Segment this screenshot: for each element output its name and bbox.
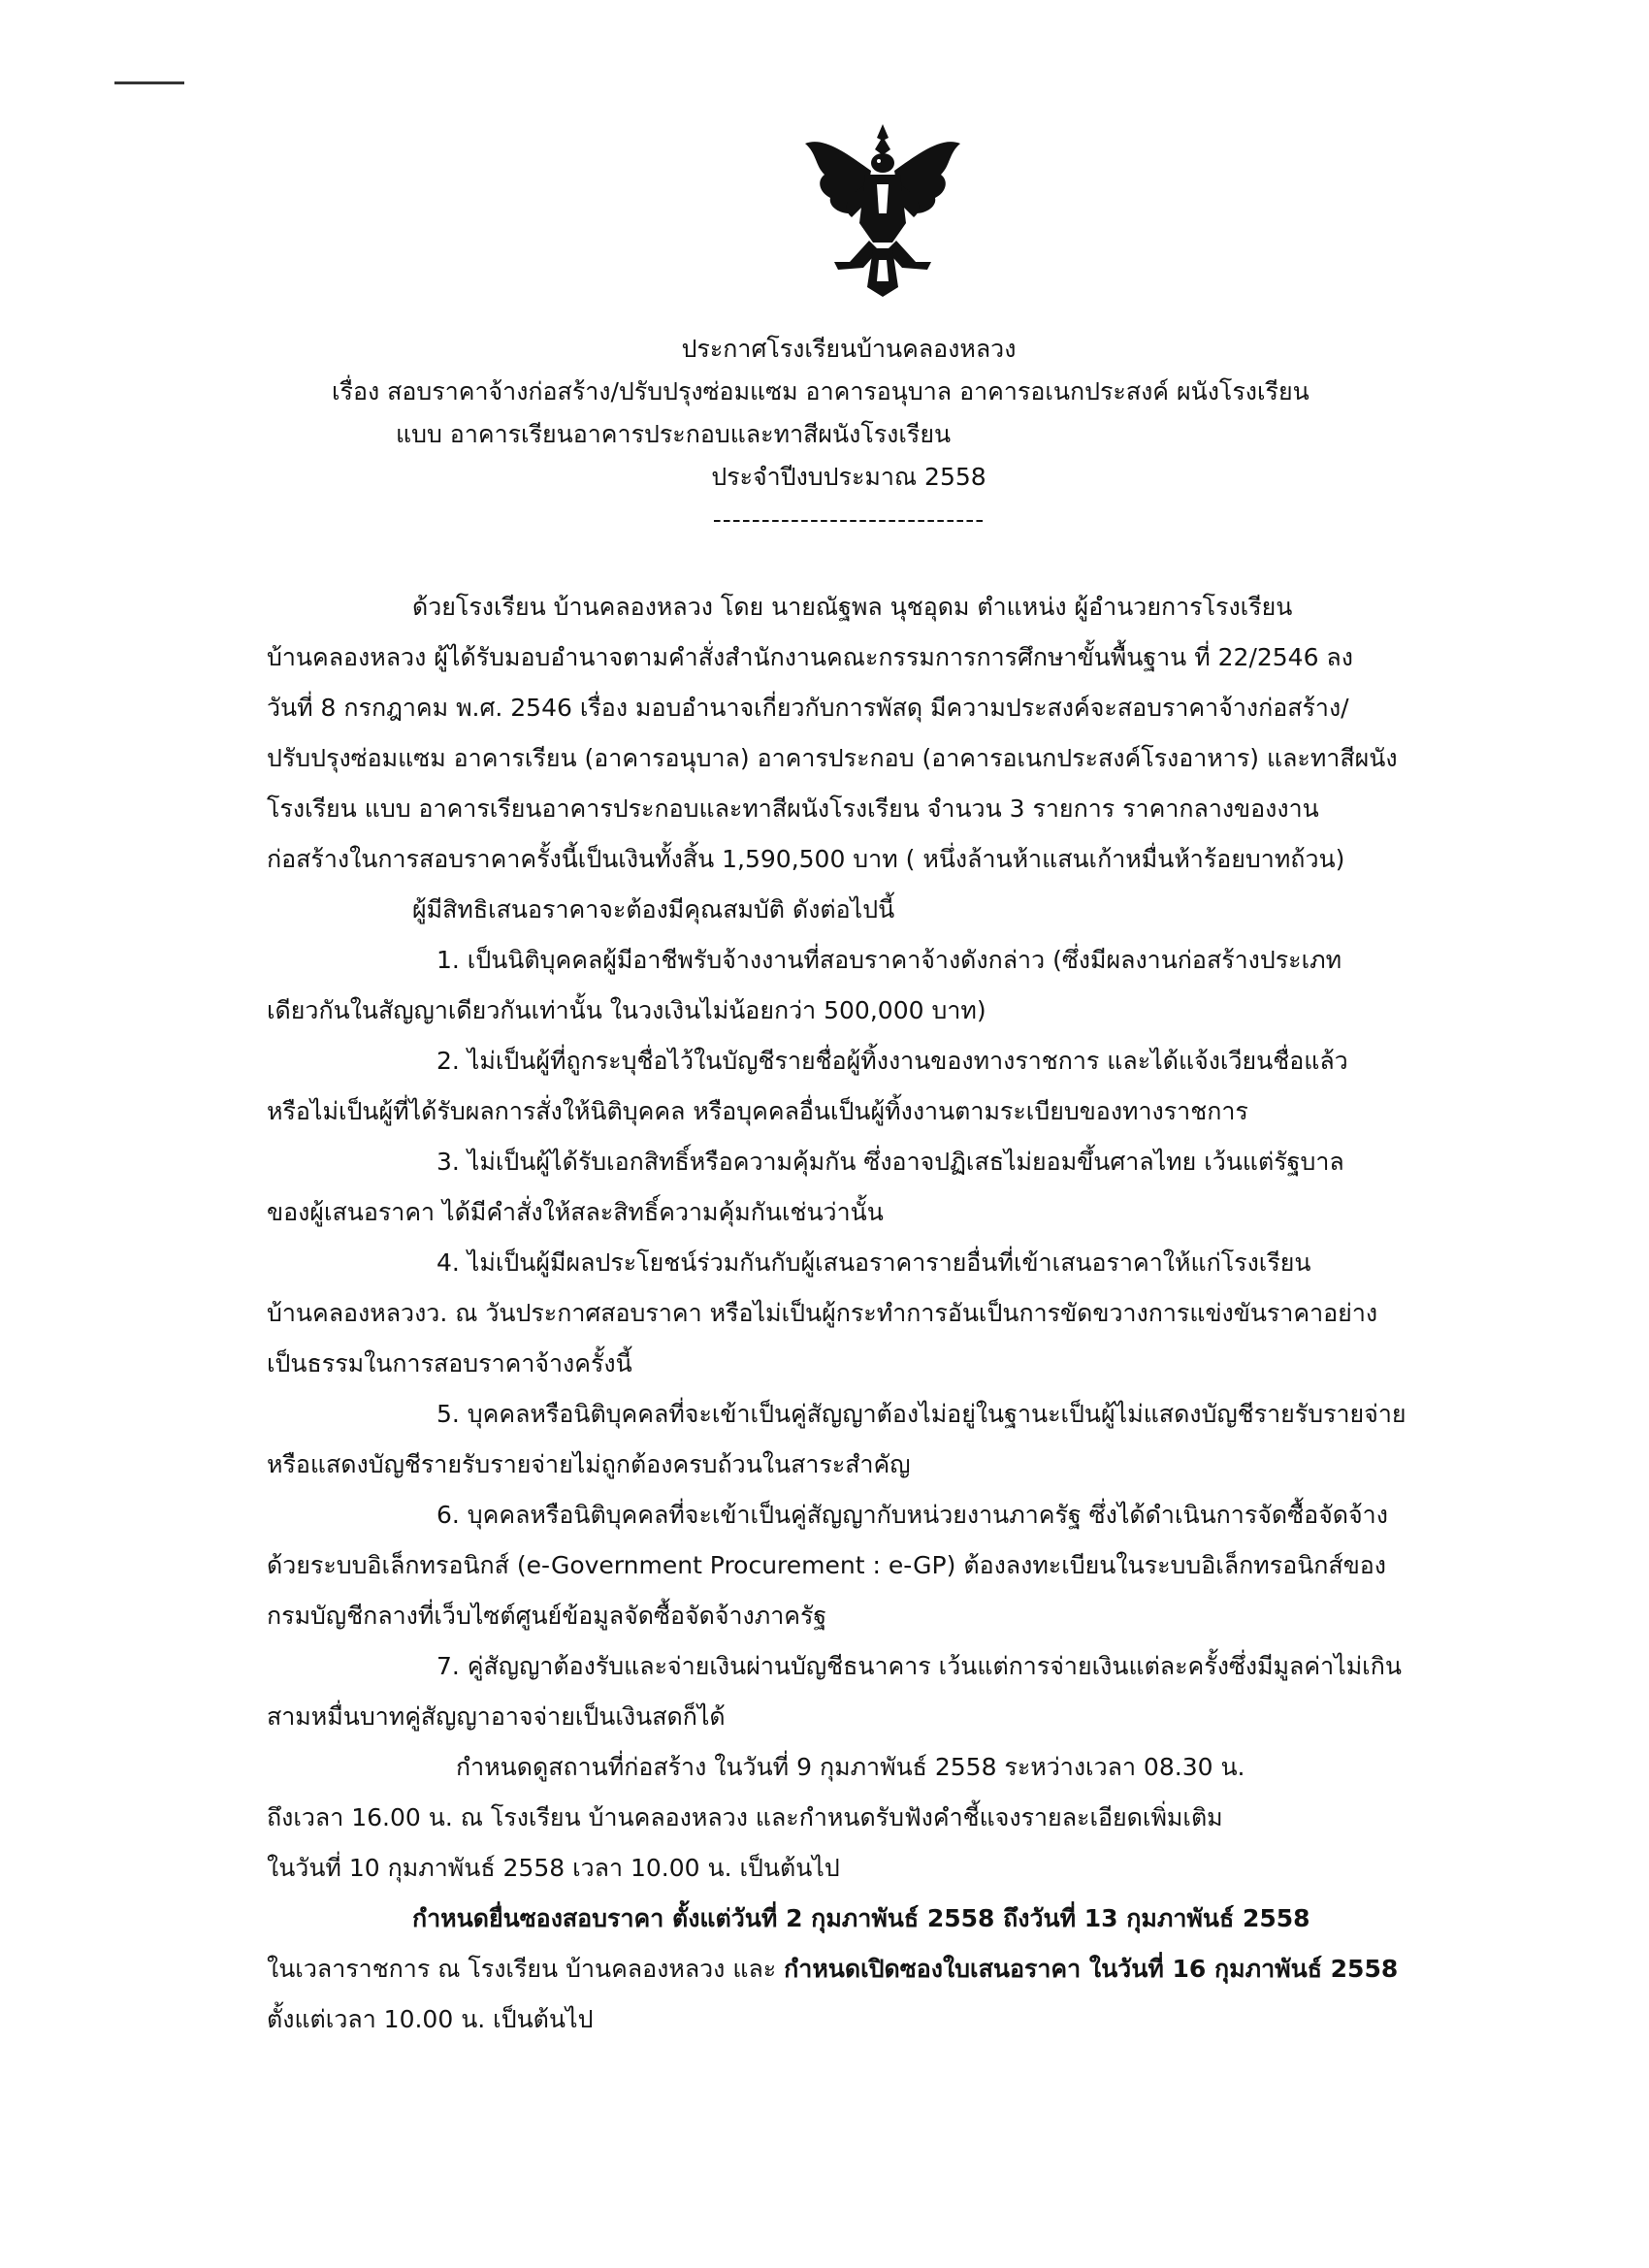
subject-line-2: แบบ อาคารเรียนอาคารประกอบและทาสีผนังโรงเรียน (396, 420, 952, 448)
submission-period: กำหนดยื่นซองสอบราคา ตั้งแต่วันที่ 2 กุมภาพันธ์ 2558 ถึงวันที่ 13 กุมภาพันธ์ 2558 (412, 1904, 1310, 1932)
garuda-emblem-icon (795, 116, 970, 301)
header-divider: ---------------------------- (712, 505, 986, 534)
qualification-item-6: 6. บุคคลหรือนิติบุคคลที่จะเข้าเป็นคู่สัญญากับหน่วยงานภาครัฐ ซึ่งได้ดำเนินการจัดซื้อจัดจ้าง (436, 1501, 1388, 1529)
qualification-item-4: 4. ไม่เป็นผู้มีผลประโยชน์ร่วมกันกับผู้เสนอราคารายอื่นที่เข้าเสนอราคาให้แก่โรงเรียน (436, 1248, 1311, 1277)
qualification-item-4-cont: เป็นธรรมในการสอบราคาจ้างครั้งนี้ (267, 1349, 632, 1377)
qualifications-heading: ผู้มีสิทธิเสนอราคาจะต้องมีคุณสมบัติ ดังต่อไปนี้ (412, 895, 895, 923)
qualification-item-3: 3. ไม่เป็นผู้ได้รับเอกสิทธิ์หรือความคุ้มกัน ซึ่งอาจปฏิเสธไม่ยอมขึ้นศาลไทย เว้นแต่รัฐบาล (436, 1148, 1344, 1176)
site-visit-line: ในวันที่ 10 กุมภาพันธ์ 2558 เวลา 10.00 น. เป็นต้นไป (267, 1854, 840, 1882)
intro-line: โรงเรียน แบบ อาคารเรียนอาคารประกอบและทาสีผนังโรงเรียน จำนวน 3 รายการ ราคากลางของงาน (267, 794, 1319, 823)
qualification-item-6-cont: กรมบัญชีกลางที่เว็บไซต์ศูนย์ข้อมูลจัดซื้อจัดจ้างภาครัฐ (267, 1602, 827, 1630)
qualification-item-5-cont: หรือแสดงบัญชีรายรับรายจ่ายไม่ถูกต้องครบถ้วนในสาระสำคัญ (267, 1450, 911, 1478)
subject-line-1: เรื่อง สอบราคาจ้างก่อสร้าง/ปรับปรุงซ่อมแซม อาคารอนุบาล อาคารอเนกประสงค์ ผนังโรงเรียน (332, 377, 1310, 405)
announcement-title: ประกาศโรงเรียนบ้านคลองหลวง (681, 335, 1017, 363)
intro-line: บ้านคลองหลวง ผู้ได้รับมอบอำนาจตามคำสั่งสำนักงานคณะกรรมการการศึกษาขั้นพื้นฐาน ที่ 22/2546 ลง (267, 643, 1353, 671)
qualification-item-1-cont: เดียวกันในสัญญาเดียวกันเท่านั้น ในวงเงินไม่น้อยกว่า 500,000 บาท) (267, 996, 986, 1024)
qualification-item-1: 1. เป็นนิติบุคคลผู้มีอาชีพรับจ้างงานที่สอบราคาจ้างดังกล่าว (ซึ่งมีผลงานก่อสร้างประเภท (436, 946, 1342, 974)
qualification-item-5: 5. บุคคลหรือนิติบุคคลที่จะเข้าเป็นคู่สัญญาต้องไม่อยู่ในฐานะเป็นผู้ไม่แสดงบัญชีรายรับรายจ่าย (436, 1400, 1406, 1428)
submission-location: ในเวลาราชการ ณ โรงเรียน บ้านคลองหลวง และ (267, 1955, 785, 1983)
intro-line: ปรับปรุงซ่อมแซม อาคารเรียน (อาคารอนุบาล) อาคารประกอบ (อาคารอเนกประสงค์โรงอาหาร) และทาสีผนัง (267, 744, 1398, 772)
qualification-item-7-cont: สามหมื่นบาทคู่สัญญาอาจจ่ายเป็นเงินสดก็ได้ (267, 1702, 726, 1731)
qualification-item-2: 2. ไม่เป็นผู้ที่ถูกระบุชื่อไว้ในบัญชีรายชื่อผู้ทิ้งงานของทางราชการ และได้แจ้งเวียนชื่อแล้ว (436, 1047, 1348, 1075)
fiscal-year: ประจำปีงบประมาณ 2558 (711, 463, 986, 491)
bid-opening-date: กำหนดเปิดซองใบเสนอราคา ในวันที่ 16 กุมภาพันธ์ 2558 (784, 1955, 1399, 1983)
site-visit-line: ถึงเวลา 16.00 น. ณ โรงเรียน บ้านคลองหลวง และกำหนดรับฟังคำชี้แจงรายละเอียดเพิ่มเติม (267, 1803, 1223, 1831)
bid-opening-time: ตั้งแต่เวลา 10.00 น. เป็นต้นไป (267, 2005, 594, 2033)
qualification-item-6-cont: ด้วยระบบอิเล็กทรอนิกส์ (e-Government Procurement : e-GP) ต้องลงทะเบียนในระบบอิเล็กทรอนิกส์ของ (267, 1551, 1387, 1579)
corner-mark (114, 81, 184, 84)
qualification-item-2-cont: หรือไม่เป็นผู้ที่ได้รับผลการสั่งให้นิติบุคคล หรือบุคคลอื่นเป็นผู้ทิ้งงานตามระเบียบของทางราชการ (267, 1097, 1248, 1125)
intro-line: วันที่ 8 กรกฎาคม พ.ศ. 2546 เรื่อง มอบอำนาจเกี่ยวกับการพัสดุ มีความประสงค์จะสอบราคาจ้างก่อสร้าง/ (267, 694, 1349, 722)
qualification-item-3-cont: ของผู้เสนอราคา ได้มีคำสั่งให้สละสิทธิ์ความคุ้มกันเช่นว่านั้น (267, 1198, 884, 1226)
qualification-item-4-cont: บ้านคลองหลวงว. ณ วันประกาศสอบราคา หรือไม่เป็นผู้กระทำการอันเป็นการขัดขวางการแข่งขันราคาอย่าง (267, 1299, 1378, 1327)
announcement-header (320, 328, 1504, 541)
intro-line: ก่อสร้างในการสอบราคาครั้งนี้เป็นเงินทั้งสิ้น 1,590,500 บาท ( หนึ่งล้านห้าแสนเก้าหมื่นห้าร้อยบาทถ้วน) (267, 845, 1345, 873)
intro-line: ด้วยโรงเรียน บ้านคลองหลวง โดย นายณัฐพล นุชอุดม ตำแหน่ง ผู้อำนวยการโรงเรียน (412, 593, 1293, 621)
submission-location-line (267, 1944, 1528, 1994)
announcement-body (267, 582, 1528, 2045)
qualification-item-7: 7. คู่สัญญาต้องรับและจ่ายเงินผ่านบัญชีธนาคาร เว้นแต่การจ่ายเงินแต่ละครั้งซึ่งมีมูลค่าไม่เกิน (436, 1652, 1402, 1680)
site-visit-line: กำหนดดูสถานที่ก่อสร้าง ในวันที่ 9 กุมภาพันธ์ 2558 ระหว่างเวลา 08.30 น. (456, 1753, 1245, 1781)
